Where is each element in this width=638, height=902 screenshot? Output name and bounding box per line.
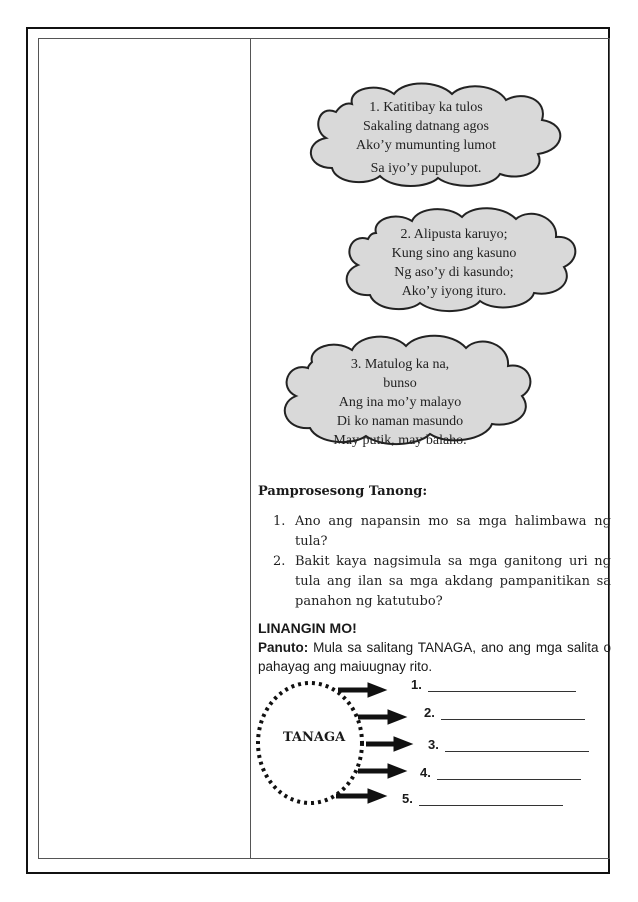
cloud-3-line-2: bunso — [383, 376, 417, 391]
linangin-title: LINANGIN MO! — [258, 620, 357, 636]
answer-blank[interactable] — [437, 765, 581, 780]
question-item — [273, 512, 611, 552]
answer-blank[interactable] — [445, 737, 589, 752]
cloud-text-2 — [354, 225, 554, 301]
answer-blank[interactable] — [441, 705, 585, 720]
cloud-text-1 — [326, 98, 526, 178]
question-text: Ano ang napansin mo sa mga halimbawa ng tula? — [295, 514, 611, 549]
cloud-2-line-1: 2. Alipusta karuyo; — [400, 227, 508, 242]
answer-line-3[interactable] — [428, 737, 589, 752]
cloud-1-line-3: Ako’y mumunting lumot — [356, 138, 496, 153]
cloud-1-line-2: Sakaling datnang agos — [363, 119, 489, 134]
question-number: 1. — [273, 514, 286, 529]
question-number: 2. — [273, 554, 286, 569]
answer-number: 5. — [402, 791, 413, 806]
cloud-2-line-3: Ng aso’y di kasundo; — [394, 265, 514, 280]
cloud-3-line-4: Di ko naman masundo — [336, 414, 464, 429]
panuto-label: Panuto: — [258, 640, 309, 655]
answer-line-1[interactable] — [411, 677, 576, 692]
cloud-2-line-2: Kung sino ang kasuno — [391, 246, 517, 261]
cloud-text-3 — [300, 355, 500, 450]
answer-blank[interactable] — [428, 677, 576, 692]
answer-number: 4. — [420, 765, 431, 780]
cloud-1-line-4: Sa iyo’y pupulupot. — [370, 161, 482, 176]
cloud-1-line-1: 1. Katitibay ka tulos — [369, 100, 483, 115]
panuto-text: Mula sa salitang TANAGA, ano ang mga salita o pahayag ang maiuugnay rito. — [258, 640, 611, 674]
cloud-2-line-4: Ako’y iyong ituro. — [401, 284, 507, 299]
tanaga-label: TANAGA — [283, 730, 346, 745]
answer-line-4[interactable] — [420, 765, 581, 780]
question-text: Bakit kaya nagsimula sa mga ganitong uri ng tula ang ilan sa mga akdang pampanitikan sa panahon ng katutubo? — [295, 554, 611, 609]
answer-blank[interactable] — [419, 791, 563, 806]
answer-line-5[interactable] — [402, 791, 563, 806]
question-list — [273, 512, 611, 612]
cloud-3-line-5: May putik, may balaho. — [333, 433, 467, 448]
answer-line-2[interactable] — [424, 705, 585, 720]
cloud-3-line-3: Ang ina mo’y malayo — [338, 395, 462, 410]
answer-number: 1. — [411, 677, 422, 692]
answer-number: 2. — [424, 705, 435, 720]
cloud-3-line-1: 3. Matulog ka na, — [350, 357, 450, 372]
question-item — [273, 552, 611, 612]
pamprosesong-title: Pamprosesong Tanong: — [258, 484, 428, 499]
answer-number: 3. — [428, 737, 439, 752]
